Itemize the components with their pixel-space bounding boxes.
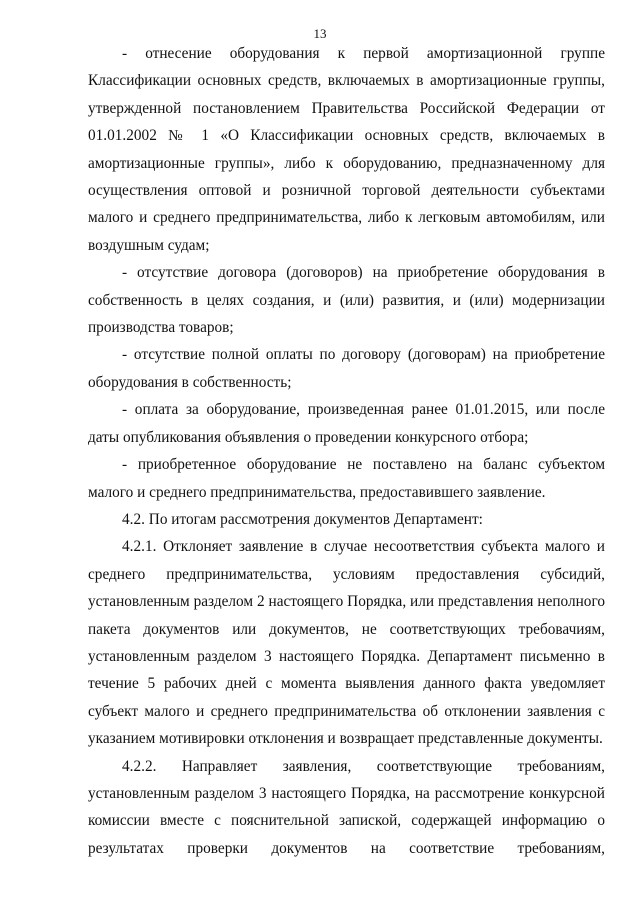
- paragraph-4-2: 4.2. По итогам рассмотрения документов Департамент:: [122, 510, 483, 528]
- paragraph-payment-date: - оплата за оборудование, произведенная ранее 01.01.2015, или после даты опубликования объявления о проведении конкурсного отбора;: [88, 401, 605, 446]
- paragraph-not-on-balance: - приобретенное оборудование не поставлено на баланс субъектом малого и среднего предпринимательства, предоставившего заявление.: [88, 456, 605, 501]
- paragraph-no-contract: - отсутствие договора (договоров) на приобретение оборудования в собственность в целях создания, и (или) развития, и (или) модернизации производства товаров;: [88, 264, 605, 337]
- paragraph-4-2-1: 4.2.1. Отклоняет заявление в случае несоответствия субъекта малого и среднего предпринимательства, условиям предоставления субсидий, установленным разделом 2 настоящего Порядка, или представления неполного пакета документов или документов, не соответствующих требовачиям, установленным разделом 3 настоящего Порядка. Департамент письменно в течение 5 рабочих дней с момента выявления данного факта уведомляет субъект малого и среднего предпринимательства об отклонении заявления с указанием мотивировки отклонения и возвращает представленные документы.: [88, 538, 605, 748]
- document-body: [88, 40, 605, 862]
- paragraph-no-full-payment: - отсутствие полной оплаты по договору (договорам) на приобретение оборудования в собственность;: [88, 346, 605, 391]
- paragraph-4-2-2: 4.2.2. Направляет заявления, соответствующие требованиям, установленным разделом 3 настоящего Порядка, на рассмотрение конкурсной комиссии вместе с пояснительной запиской, содержащей информацию о результатах проверки документов на соответствие требованиям,: [88, 757, 605, 857]
- page-number: 13: [313, 26, 327, 41]
- paragraph-equipment-classification: - отнесение оборудования к первой амортизационной группе Классификации основных средств, включаемых в амортизационные группы, утвержденной постановлением Правительства Российской Федерации от 01.01.2002 № 1 «О Классификации основных средств, включаемых в амортизационные группы», либо к оборудованию, предназначенному для осуществления оптовой и розничной торговой деятельности субъектами малого и среднего предпринимательства, либо к легковым автомобилям, или воздушным судам;: [88, 45, 605, 254]
